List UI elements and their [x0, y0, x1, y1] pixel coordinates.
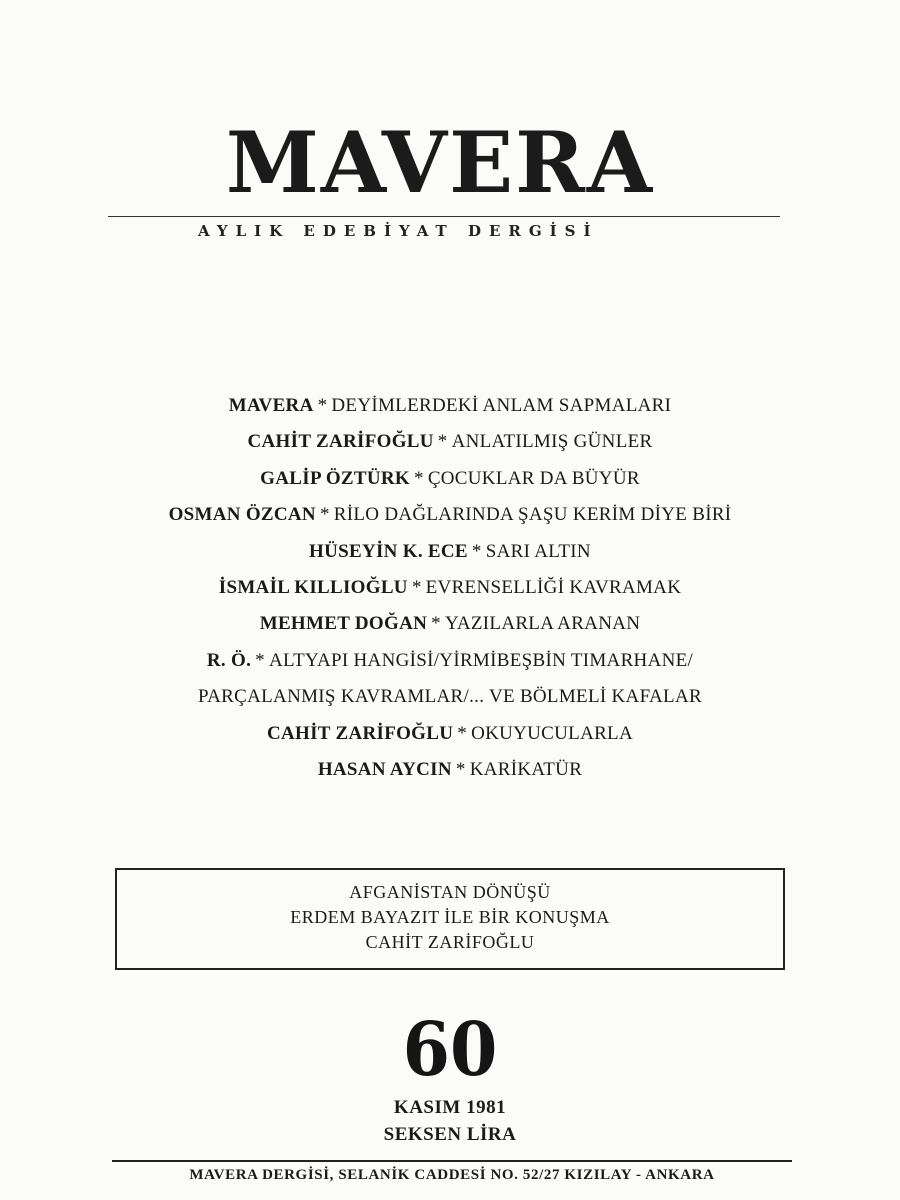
toc-entry: [0, 643, 900, 679]
toc-entry: [0, 388, 900, 424]
toc-title: SARI ALTIN: [485, 540, 591, 562]
toc-separator: *: [437, 431, 448, 453]
toc-title: RİLO DAĞLARINDA ŞAŞU KERİM DİYE BİRİ: [333, 504, 732, 526]
toc-title: DEYİMLERDEKİ ANLAM SAPMALARI: [331, 395, 672, 416]
toc-author: R. Ö.: [206, 649, 252, 671]
toc-entry: [0, 716, 900, 752]
masthead-rule: [108, 216, 780, 217]
feature-author: CAHİT ZARİFOĞLU: [365, 932, 535, 952]
toc-author: CAHİT ZARİFOĞLU: [266, 722, 454, 744]
toc-author: GALİP ÖZTÜRK: [260, 467, 410, 489]
feature-box: [115, 868, 785, 970]
toc-title: EVRENSELLİĞİ KAVRAMAK: [425, 576, 682, 598]
toc-author: CAHİT ZARİFOĞLU: [247, 431, 434, 453]
toc-entry-continuation: [0, 679, 900, 715]
toc-author: HÜSEYİN K. ECE: [309, 540, 468, 562]
toc-separator: *: [457, 722, 468, 744]
magazine-title: MAVERA: [225, 113, 655, 212]
toc-author: İSMAİL KILLIOĞLU: [218, 576, 408, 598]
toc-separator: *: [455, 758, 466, 780]
toc-separator: *: [471, 540, 482, 562]
toc-entry: [0, 752, 900, 788]
toc-entry: [0, 606, 900, 642]
toc-title: KARİKATÜR: [469, 758, 583, 780]
magazine-subtitle: AYLIK EDEBİYAT DERGİSİ: [198, 222, 599, 240]
toc-title: OKUYUCULARLA: [471, 722, 633, 744]
toc-entry: [0, 424, 900, 460]
toc-author: HASAN AYCIN: [317, 758, 452, 780]
toc-separator: *: [414, 467, 424, 489]
toc-separator: *: [431, 613, 441, 635]
issue-date: KASIM 1981: [393, 1097, 507, 1118]
toc-separator: *: [411, 576, 422, 598]
footer-rule: [112, 1160, 792, 1162]
toc-title: ANLATILMIŞ GÜNLER: [451, 431, 653, 453]
toc-entry: [0, 461, 900, 497]
issue-number: 60: [402, 1007, 498, 1093]
toc-title: ÇOCUKLAR DA BÜYÜR: [427, 467, 640, 489]
toc-entry: [0, 570, 900, 606]
masthead: [0, 113, 900, 258]
toc-separator: *: [255, 649, 265, 671]
toc-author: MEHMET DOĞAN: [259, 613, 428, 635]
feature-text: [117, 870, 783, 955]
toc-title: ALTYAPI HANGİSİ/YİRMİBEŞBİN TIMARHANE/: [268, 649, 694, 671]
feature-title: AFGANİSTAN DÖNÜŞÜ: [349, 882, 551, 902]
toc-author: OSMAN ÖZCAN: [168, 504, 316, 526]
toc-entry: [0, 534, 900, 570]
footer-address: MAVERA DERGİSİ, SELANİK CADDESİ NO. 52/27 KIZILAY - ANKARA: [189, 1167, 715, 1183]
feature-subtitle: ERDEM BAYAZIT İLE BİR KONUŞMA: [290, 907, 610, 927]
toc-title: YAZILARLA ARANAN: [444, 613, 641, 635]
toc-title: PARÇALANMIŞ KAVRAMLAR/... VE BÖLMELİ KAFALAR: [198, 686, 702, 708]
toc-separator: *: [319, 504, 330, 526]
toc-separator: *: [317, 395, 328, 416]
table-of-contents: [0, 388, 900, 788]
toc-entry: [0, 497, 900, 533]
toc-author: MAVERA: [228, 395, 314, 416]
issue-price: SEKSEN LİRA: [383, 1124, 517, 1145]
